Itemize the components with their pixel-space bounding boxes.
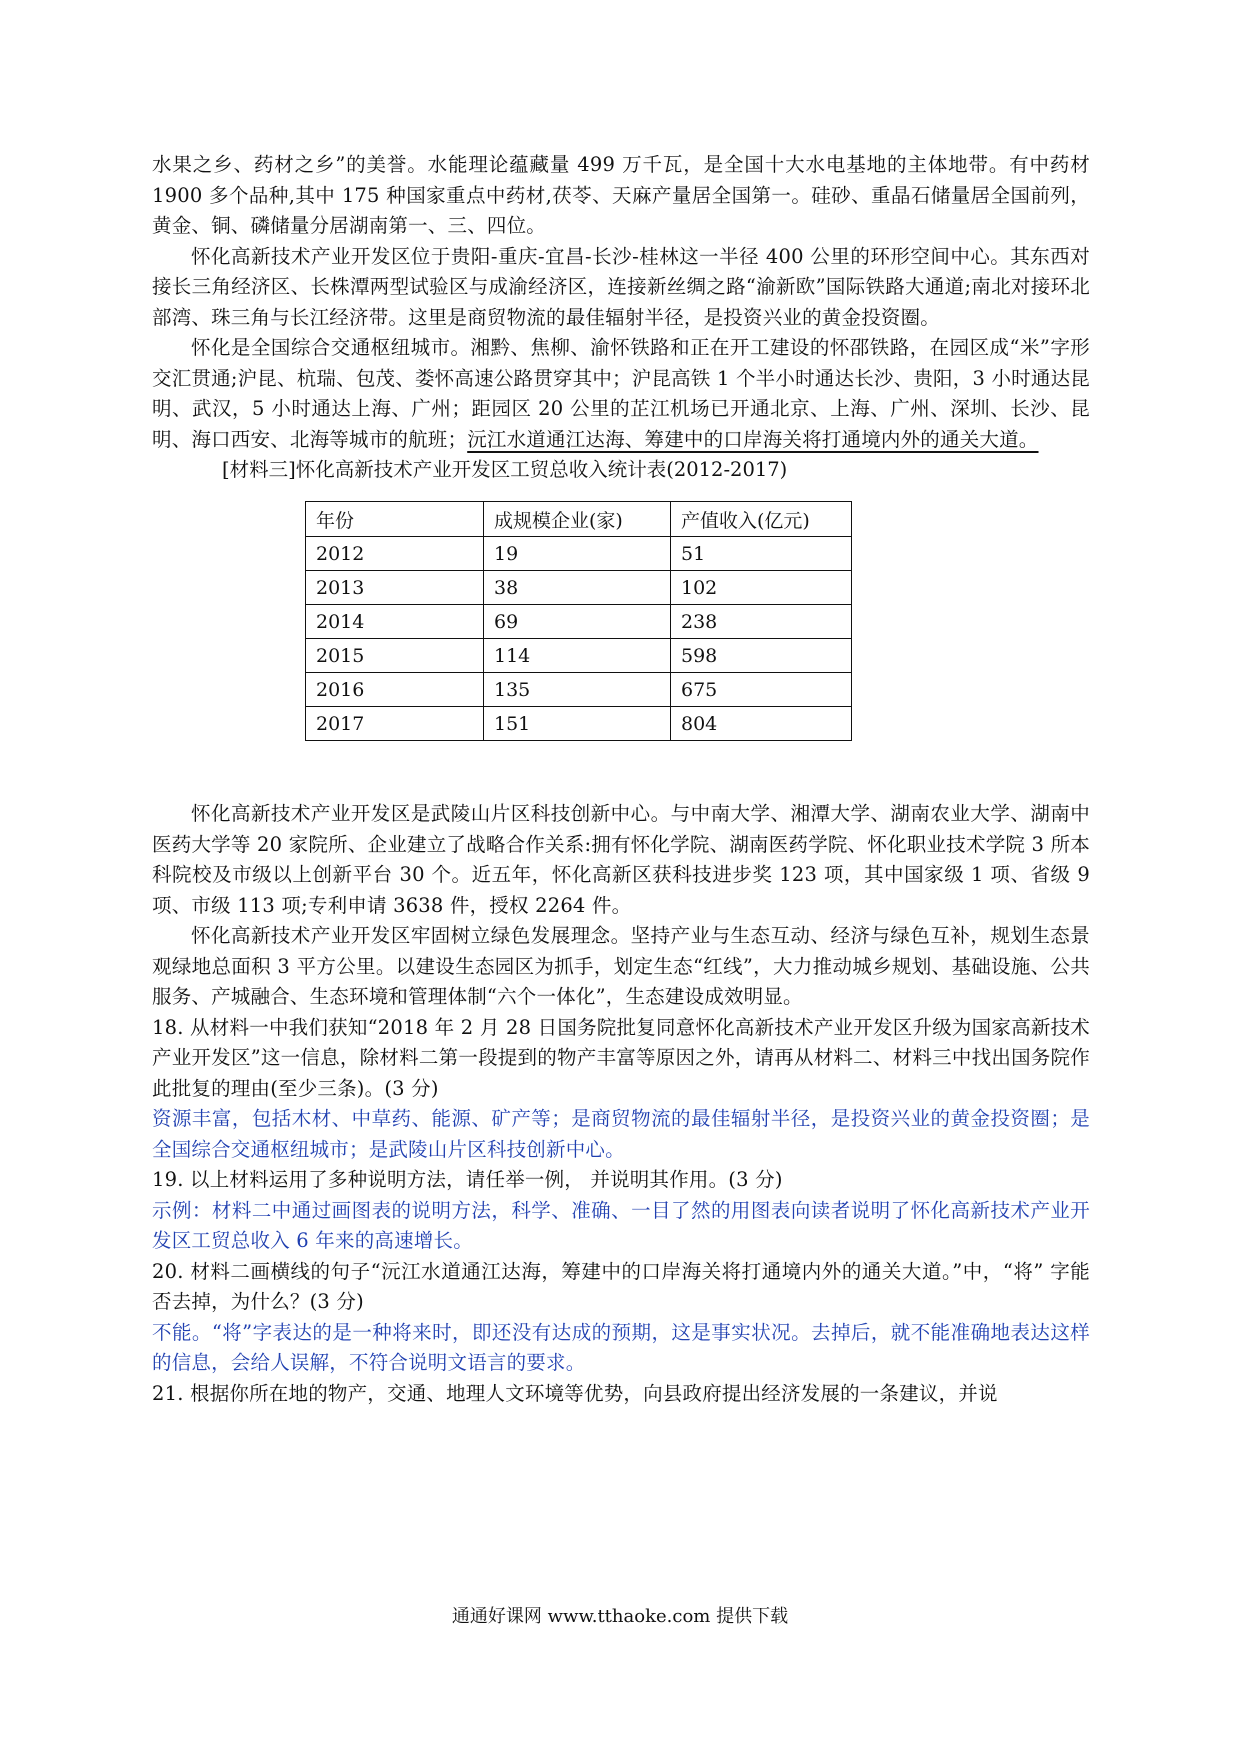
paragraph-innovation: 怀化高新技术产业开发区是武陵山片区科技创新中心。与中南大学、湘潭大学、湖南农业大学、湖南中医药大学等 20 家院所、企业建立了战略合作关系:拥有怀化学院、湖南医药学院、怀化职业技术学院 3 所本科院校及市级以上创新平台 30 个。近五年，怀化高新区获科技进步奖 123 项，其中国家级 1 项、省级 9 项、市级 113 项;专利申请 3638 件，授权 2264 件。 xyxy=(152,802,1090,917)
cell-revenue: 102 xyxy=(671,571,852,605)
paragraph-location: 怀化高新技术产业开发区位于贵阳-重庆-宜昌-长沙-桂林这一半径 400 公里的环形空间中心。其东西对接长三角经济区、长株潭两型试验区与成渝经济区，连接新丝绸之路“渝新欧”国际铁路大通道;南北对接环北部湾、珠三角与长江经济带。这里是商贸物流的最佳辐射半径，是投资兴业的黄金投资圈。 xyxy=(152,244,1090,329)
cell-enterprises: 69 xyxy=(484,605,671,639)
question-19: 19. 以上材料运用了多种说明方法，请任举一例， 并说明其作用。(3 分) xyxy=(152,1168,783,1191)
table-row xyxy=(306,707,852,741)
table-caption: [材料三]怀化高新技术产业开发区工贸总收入统计表(2012-2017) xyxy=(222,458,788,481)
cell-enterprises: 135 xyxy=(484,673,671,707)
cell-enterprises: 19 xyxy=(484,537,671,571)
table-row xyxy=(306,571,852,605)
question-21: 21. 根据你所在地的物产，交通、地理人文环境等优势，向县政府提出经济发展的一条建议，并说 xyxy=(152,1381,998,1405)
transport-text: 怀化是全国综合交通枢纽城市。湘黔、焦柳、渝怀铁路和正在开工建设的怀邵铁路，在园区成“米”字形交汇贯通;沪昆、杭瑞、包茂、娄怀高速公路贯穿其中；沪昆高铁 1 个半小时通达长沙、贵阳，3 小时通达昆明、武汉，5 小时通达上海、广州；距园区 20 公里的芷江机场已开通北京、上海、广州、深圳、长沙、昆明、海口西安、北海等城市的航班； xyxy=(152,336,1090,451)
header-revenue: 产值收入(亿元) xyxy=(671,502,852,537)
table-header-row xyxy=(306,502,852,537)
cell-year: 2014 xyxy=(306,605,484,639)
cell-year: 2013 xyxy=(306,571,484,605)
answer-18: 资源丰富，包括木材、中草药、能源、矿产等；是商贸物流的最佳辐射半径，是投资兴业的黄金投资圈；是全国综合交通枢纽城市；是武陵山片区科技创新中心。 xyxy=(152,1107,1090,1161)
cell-revenue: 238 xyxy=(671,605,852,639)
header-year: 年份 xyxy=(306,502,484,537)
cell-revenue: 804 xyxy=(671,707,852,741)
table-row xyxy=(306,537,852,571)
answer-19: 示例：材料二中通过画图表的说明方法，科学、准确、一目了然的用图表向读者说明了怀化高新技术产业开发区工贸总收入 6 年来的高速增长。 xyxy=(152,1198,1090,1252)
cell-year: 2016 xyxy=(306,673,484,707)
paragraph-green: 怀化高新技术产业开发区牢固树立绿色发展理念。坚持产业与生态互动、经济与绿色互补，规划生态景观绿地总面积 3 平方公里。以建设生态园区为抓手，划定生态“红线”，大力推动城乡规划、基础设施、公共服务、产城融合、生态环境和管理体制“六个一体化”，生态建设成效明显。 xyxy=(152,924,1090,1008)
page-footer: 通通好课网 www.tthaoke.com 提供下载 xyxy=(451,1606,789,1627)
question-18: 18. 从材料一中我们获知“2018 年 2 月 28 日国务院批复同意怀化高新技术产业开发区升级为国家高新技术产业开发区”这一信息，除材料二第一段提到的物产丰富等原因之外，请再从材料二、材料三中找出国务院作此批复的理由(至少三条)。(3 分) xyxy=(152,1015,1090,1100)
question-20: 20. 材料二画横线的句子“沅江水道通江达海，筹建中的口岸海关将打通境内外的通关大道。”中，“将” 字能否去掉，为什么？(3 分) xyxy=(152,1259,1090,1313)
spacer xyxy=(152,741,1090,799)
cell-revenue: 51 xyxy=(671,537,852,571)
paragraph-transport xyxy=(152,333,1090,455)
table-row xyxy=(306,639,852,673)
cell-enterprises: 151 xyxy=(484,707,671,741)
cell-year: 2017 xyxy=(306,707,484,741)
answer-20: 不能。“将”字表达的是一种将来时，即还没有达成的预期，这是事实状况。去掉后，就不能准确地表达这样的信息，会给人误解，不符合说明文语言的要求。 xyxy=(152,1320,1090,1374)
cell-year: 2015 xyxy=(306,639,484,673)
table-row xyxy=(306,673,852,707)
document-page xyxy=(152,150,1090,1409)
underlined-sentence: 沅江水道通江达海、筹建中的口岸海关将打通境内外的通关大道。 xyxy=(467,427,1039,451)
cell-enterprises: 114 xyxy=(484,639,671,673)
cell-revenue: 598 xyxy=(671,639,852,673)
cell-year: 2012 xyxy=(306,537,484,571)
cell-enterprises: 38 xyxy=(484,571,671,605)
table-row xyxy=(306,605,852,639)
header-enterprises: 成规模企业(家) xyxy=(484,502,671,537)
cell-revenue: 675 xyxy=(671,673,852,707)
paragraph-resources: 水果之乡、药材之乡”的美誉。水能理论蕴藏量 499 万千瓦，是全国十大水电基地的主体地带。有中药材 1900 多个品种,其中 175 种国家重点中药材,茯苓、天麻产量居全国第一。硅砂、重晶石储量居全国前列，黄金、铜、磷储量分居湖南第一、三、四位。 xyxy=(152,153,1090,237)
revenue-table xyxy=(305,501,852,741)
